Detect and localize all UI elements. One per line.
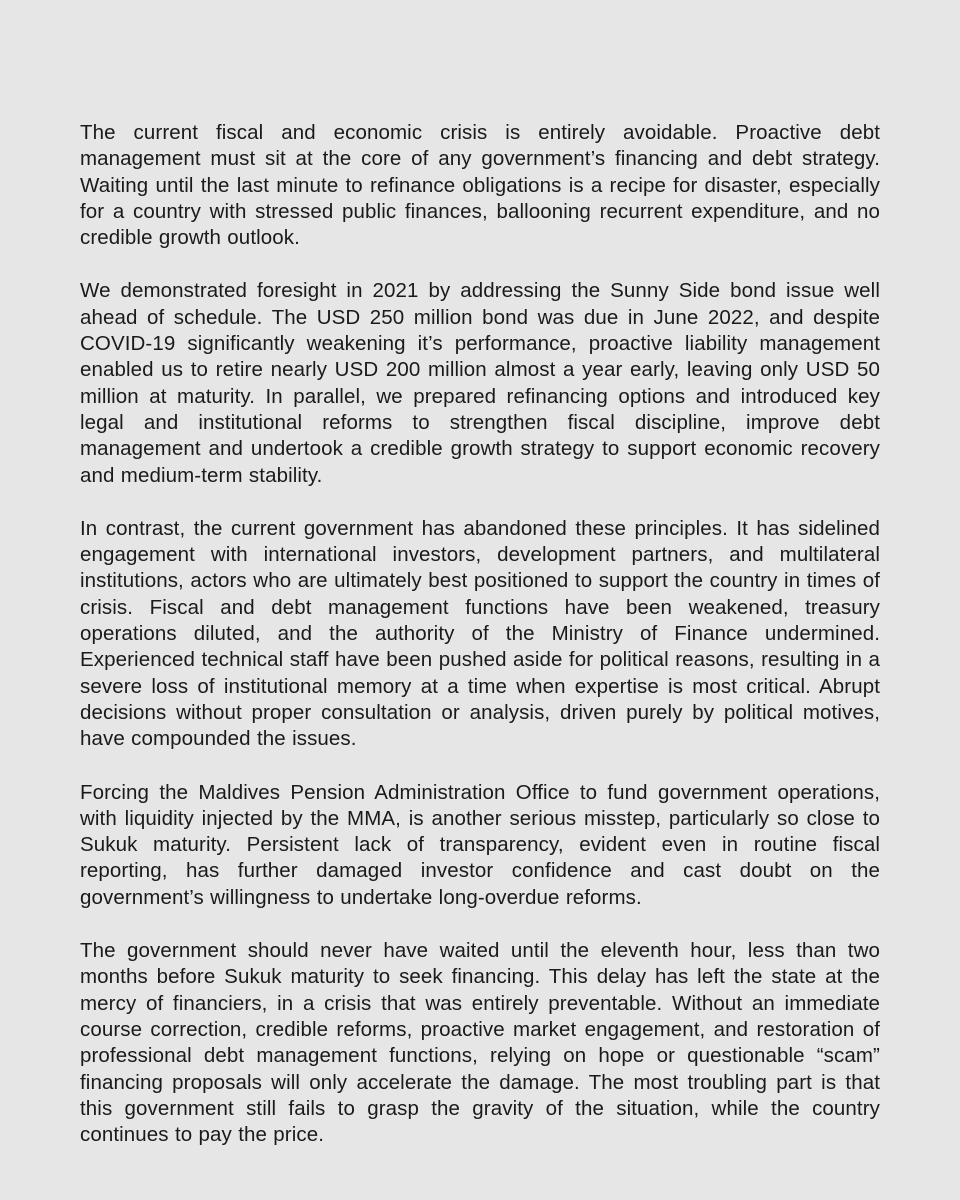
paragraph-1: The current fiscal and economic crisis is entirely avoidable. Proactive debt management must sit at the core of any government’s financing and debt strategy. Waiting until the last minute to refinance obligations is a recipe for disaster, especially for a country with stressed public finances, ballooning recurrent expenditure, and no credible growth outlook. — [80, 121, 880, 250]
paragraph-5: The government should never have waited until the eleventh hour, less than two months before Sukuk maturity to seek financing. This delay has left the state at the mercy of financiers, in a crisis that was entirely preventable. Without an immediate course correction, credible reforms, proactive market engagement, and restoration of professional debt management functions, relying on hope or questionable “scam” financing proposals will only accelerate the damage. The most troubling part is that this government still fails to grasp the gravity of the situation, while the country continues to pay the price. — [80, 939, 880, 1147]
paragraph-3: In contrast, the current government has abandoned these principles. It has sidelined engagement with international investors, development partners, and multilateral institutions, actors who are ultimately best positioned to support the country in times of crisis. Fiscal and debt management functions have been weakened, treasury operations diluted, and the authority of the Ministry of Finance undermined. Experienced technical staff have been pushed aside for political reasons, resulting in a severe loss of institutional memory at a time when expertise is most critical. Abrupt decisions without proper consultation or analysis, driven purely by political motives, have compounded the issues. — [80, 516, 880, 751]
paragraph-4: Forcing the Maldives Pension Administration Office to fund government operations, with liquidity injected by the MMA, is another serious misstep, particularly so close to Sukuk maturity. Persistent lack of transparency, evident even in routine fiscal reporting, has further damaged investor confidence and cast doubt on the government’s willingness to undertake long-overdue reforms. — [80, 780, 880, 909]
paragraph-2: We demonstrated foresight in 2021 by addressing the Sunny Side bond issue well ahead of schedule. The USD 250 million bond was due in June 2022, and despite COVID-19 significantly weakening it’s performance, proactive liability management enabled us to retire nearly USD 200 million almost a year early, leaving only USD 50 million at maturity. In parallel, we prepared refinancing options and introduced key legal and institutional reforms to strengthen fiscal discipline, improve debt management and undertook a credible growth strategy to support economic recovery and medium-term stability. — [80, 279, 880, 487]
